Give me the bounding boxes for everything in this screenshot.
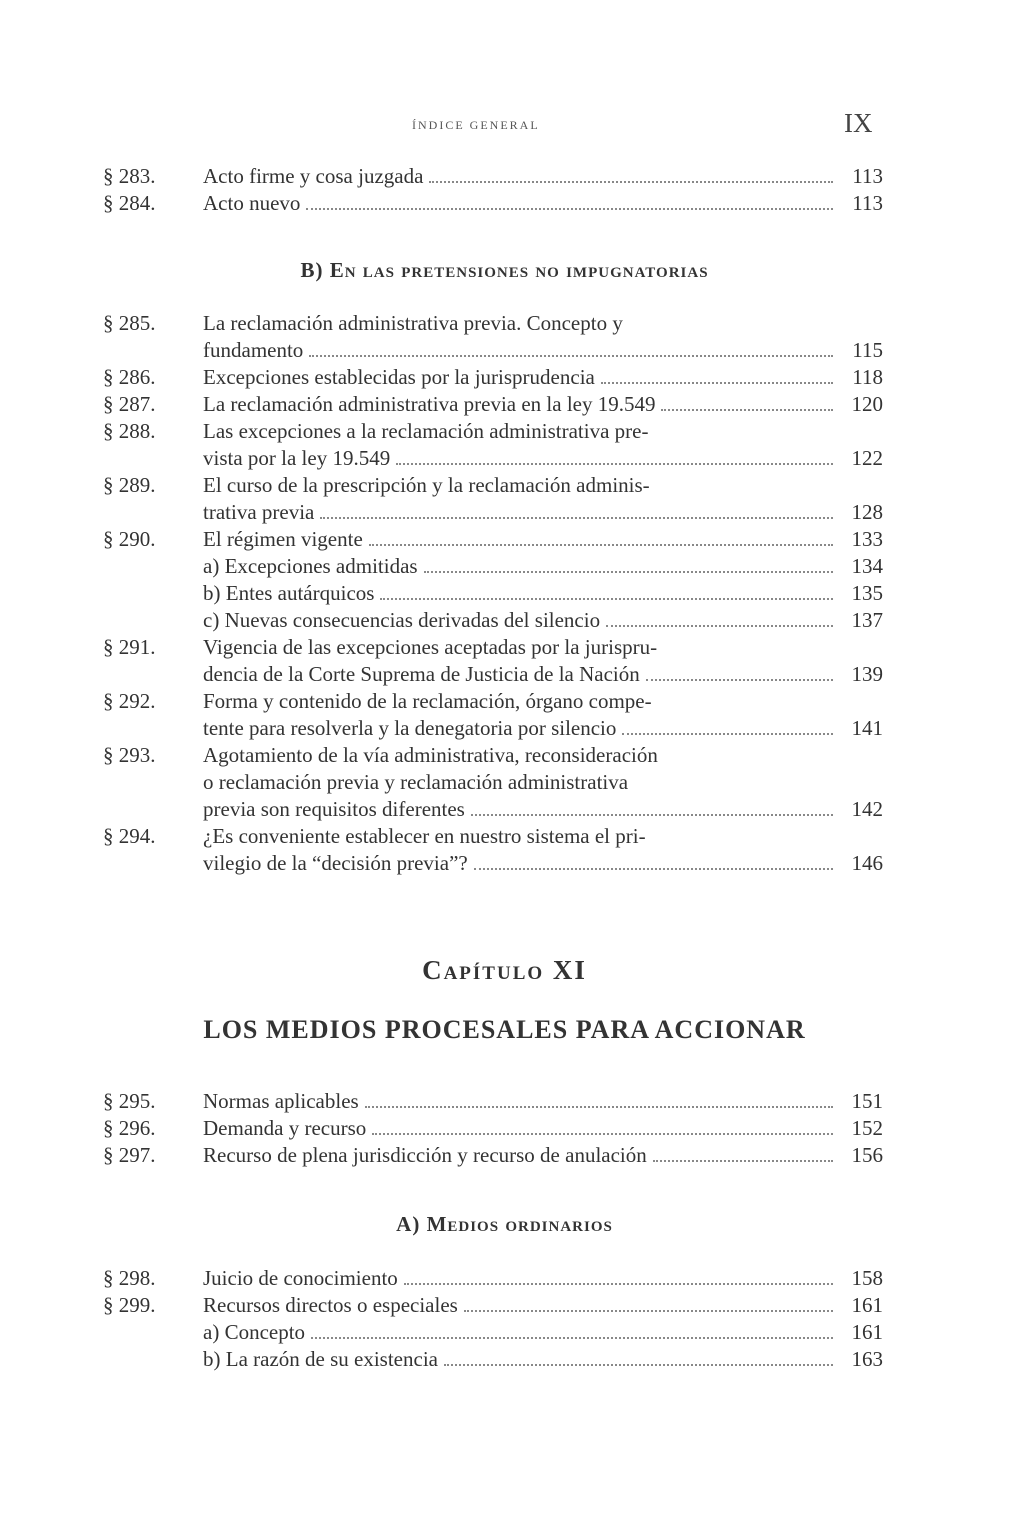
toc-entry-number: § 290.	[103, 527, 156, 551]
toc-entry-title: previa son requisitos diferentes	[203, 797, 465, 821]
toc-entry-number: § 296.	[103, 1116, 156, 1140]
dot-leader	[306, 208, 833, 210]
toc-entry-title: fundamento	[203, 338, 304, 362]
toc-entry-page: 113	[852, 164, 883, 188]
toc-entry-page: 161	[851, 1293, 883, 1317]
toc-entry-page: 156	[851, 1143, 883, 1167]
toc-entry-page: 141	[851, 716, 883, 740]
dot-leader	[311, 1337, 833, 1339]
toc-entry	[103, 364, 883, 391]
dot-leader	[622, 733, 833, 735]
dot-leader	[653, 1160, 833, 1162]
toc-entry-number: § 292.	[103, 689, 156, 713]
toc-entry-page: 133	[851, 527, 883, 551]
dot-leader	[606, 625, 833, 627]
toc-entry-title: Normas aplicables	[203, 1089, 359, 1113]
toc-entry-title: Recurso de plena jurisdicción y recurso de anulación	[203, 1143, 647, 1167]
toc-entry	[103, 1265, 883, 1292]
toc-entry-page: 120	[851, 392, 883, 416]
toc-entry-title: tente para resolverla y la denegatoria por silencio	[203, 716, 617, 740]
toc-entry-title: Juicio de conocimiento	[203, 1266, 398, 1290]
toc-entry-number: § 285.	[103, 311, 156, 335]
dot-leader	[424, 571, 833, 573]
toc-entry	[103, 190, 883, 217]
dot-leader	[474, 868, 833, 870]
dot-leader	[365, 1106, 833, 1108]
dot-leader	[369, 544, 833, 546]
toc-entry-page: 163	[851, 1347, 883, 1371]
toc-entry-page: 146	[851, 851, 883, 875]
toc-entry-page: 158	[851, 1266, 883, 1290]
toc-entry-page: 152	[851, 1116, 883, 1140]
toc-entry-title: Excepciones establecidas por la jurisprudencia	[203, 365, 595, 389]
toc-group-4	[103, 1265, 883, 1373]
toc-entry-title: b) Entes autárquicos	[203, 581, 375, 605]
toc-entry-title: Agotamiento de la vía administrativa, reconsideración	[203, 743, 658, 767]
toc-entry-page: 151	[851, 1089, 883, 1113]
toc-group-1	[103, 163, 883, 217]
toc-entry-number: § 299.	[103, 1293, 156, 1317]
toc-entry-title: Forma y contenido de la reclamación, órgano compe-	[203, 689, 652, 713]
dot-leader	[372, 1133, 833, 1135]
toc-entry-title: c) Nuevas consecuencias derivadas del silencio	[203, 608, 601, 632]
chapter-title: LOS MEDIOS PROCESALES PARA ACCIONAR	[203, 1015, 806, 1044]
toc-entry-title: Vigencia de las excepciones aceptadas por la jurispru-	[203, 635, 658, 659]
toc-entry-number: § 295.	[103, 1089, 156, 1113]
dot-leader	[396, 463, 833, 465]
toc-entry-number: § 287.	[103, 392, 156, 416]
toc-entry-number: § 289.	[103, 473, 156, 497]
toc-entry	[103, 391, 883, 418]
toc-entry-number: § 298.	[103, 1266, 156, 1290]
toc-entry	[103, 418, 883, 472]
toc-entry-title: Recursos directos o especiales	[203, 1293, 458, 1317]
page-folio: IX	[844, 108, 873, 138]
toc-entry-title: La reclamación administrativa previa. Concepto y	[203, 311, 623, 335]
toc-entry-title: b) La razón de su existencia	[203, 1347, 438, 1371]
toc-entry	[103, 472, 883, 526]
toc-entry	[103, 742, 883, 823]
toc-entry-page: 142	[851, 797, 883, 821]
toc-entry-title: o reclamación previa y reclamación administrativa	[203, 770, 629, 794]
running-head	[0, 108, 1009, 138]
toc-entry	[103, 1115, 883, 1142]
toc-entry	[103, 1088, 883, 1115]
dot-leader	[471, 814, 833, 816]
toc-entry	[103, 163, 883, 190]
toc-entry-title: La reclamación administrativa previa en la ley 19.549	[203, 392, 656, 416]
toc-entry	[103, 310, 883, 364]
toc-entry-title: a) Concepto	[203, 1320, 306, 1344]
toc-group-2	[103, 310, 883, 877]
toc-entry-number: § 293.	[103, 743, 156, 767]
toc-entry-number: § 284.	[103, 191, 156, 215]
toc-entry	[103, 1292, 883, 1319]
toc-entry	[103, 580, 883, 607]
toc-entry	[103, 1346, 883, 1373]
toc-entry-title: a) Excepciones admitidas	[203, 554, 418, 578]
toc-entry	[103, 634, 883, 688]
toc-entry	[103, 526, 883, 553]
toc-entry-title: Acto nuevo	[203, 191, 301, 215]
dot-leader	[429, 181, 833, 183]
toc-entry-title: Acto firme y cosa juzgada	[203, 164, 424, 188]
dot-leader	[404, 1283, 833, 1285]
section-heading-a: A) Medios ordinarios	[396, 1212, 613, 1236]
toc-entry-title: El curso de la prescripción y la reclamación adminis-	[203, 473, 650, 497]
toc-entry	[103, 1319, 883, 1346]
toc-entry-title: ¿Es conveniente establecer en nuestro sistema el pri-	[203, 824, 646, 848]
dot-leader	[309, 355, 833, 357]
toc-entry-page: 115	[852, 338, 883, 362]
toc-entry	[103, 553, 883, 580]
toc-entry-page: 113	[852, 191, 883, 215]
toc-entry-page: 139	[851, 662, 883, 686]
toc-entry-number: § 283.	[103, 164, 156, 188]
toc-entry-page: 161	[851, 1320, 883, 1344]
toc-entry-number: § 288.	[103, 419, 156, 443]
toc-entry-number: § 297.	[103, 1143, 156, 1167]
dot-leader	[444, 1364, 833, 1366]
toc-entry-page: 135	[851, 581, 883, 605]
running-title: ÍNDICE GENERAL	[412, 118, 540, 132]
toc-entry	[103, 607, 883, 634]
toc-entry-number: § 291.	[103, 635, 156, 659]
dot-leader	[646, 679, 833, 681]
toc-entry-title: trativa previa	[203, 500, 315, 524]
toc-entry-title: El régimen vigente	[203, 527, 363, 551]
dot-leader	[380, 598, 833, 600]
toc-entry-title: Demanda y recurso	[203, 1116, 367, 1140]
dot-leader	[464, 1310, 833, 1312]
toc-entry-title: Las excepciones a la reclamación administrativa pre-	[203, 419, 649, 443]
dot-leader	[320, 517, 833, 519]
toc-entry	[103, 823, 883, 877]
toc-group-3	[103, 1088, 883, 1169]
section-heading-b: B) En las pretensiones no impugnatorias	[300, 258, 709, 282]
toc-entry-number: § 294.	[103, 824, 156, 848]
toc-entry-page: 122	[851, 446, 883, 470]
chapter-label: Capítulo XI	[422, 955, 587, 985]
toc-entry-page: 118	[852, 365, 883, 389]
toc-entry-title: vilegio de la “decisión previa”?	[203, 851, 468, 875]
toc-entry-page: 128	[851, 500, 883, 524]
dot-leader	[601, 382, 833, 384]
toc-entry-title: vista por la ley 19.549	[203, 446, 391, 470]
toc-entry-title: dencia de la Corte Suprema de Justicia de la Nación	[203, 662, 640, 686]
toc-entry	[103, 1142, 883, 1169]
toc-entry-number: § 286.	[103, 365, 156, 389]
toc-entry	[103, 688, 883, 742]
dot-leader	[661, 409, 833, 411]
toc-entry-page: 134	[851, 554, 883, 578]
toc-entry-page: 137	[851, 608, 883, 632]
